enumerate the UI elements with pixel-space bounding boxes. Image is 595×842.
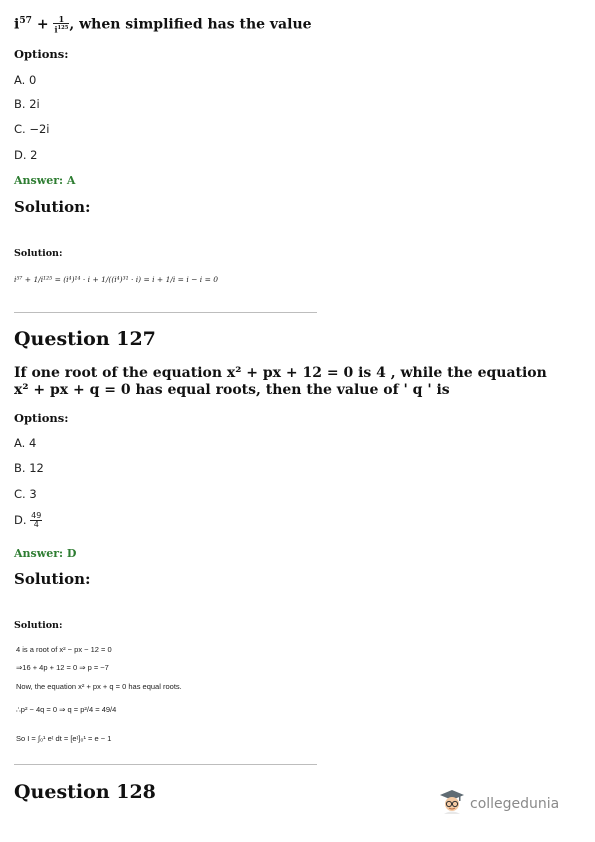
q126-frac-den-base: i [54, 24, 58, 35]
q127-solution-line-1: 4 is a root of x² − px − 12 = 0 [16, 645, 112, 654]
divider-1 [14, 312, 317, 313]
q127-solution-line-3: Now, the equation x² + px + q = 0 has equal roots. [16, 682, 182, 691]
q126-option-c: C. −2i [14, 122, 50, 136]
q127-option-d [14, 512, 42, 529]
q126-stem [14, 12, 312, 34]
q126-stem-exp: 57 [19, 15, 32, 26]
q127-option-c: C. 3 [14, 487, 37, 501]
q128-title: Question 128 [14, 781, 156, 803]
logo-text: collegedunia [470, 796, 560, 812]
q127-option-a: A. 4 [14, 436, 37, 450]
q126-stem-base: i [14, 16, 20, 33]
q126-solution-heading: Solution: [14, 198, 91, 216]
q126-answer: Answer: A [14, 174, 76, 187]
q127-stem-line2: x² + px + q = 0 has equal roots, then the value of ' q ' is [14, 382, 450, 398]
q127-option-b: B. 12 [14, 461, 44, 475]
q126-stem-rest: , when simplified has the value [69, 16, 312, 33]
q127-solution-heading: Solution: [14, 570, 91, 588]
q127-stem-line1: If one root of the equation x² + px + 12 = 0 is 4 , while the equation [14, 365, 547, 381]
q126-option-a: A. 0 [14, 73, 37, 87]
q127-inner-solution-label: Solution: [14, 620, 63, 631]
q126-inner-solution-label: Solution: [14, 248, 63, 259]
q126-options-label: Options: [14, 47, 69, 61]
q127-option-d-prefix: D. [14, 513, 27, 527]
q127-solution-line-5: So I = ∫₀¹ eᵗ dt = [eᵗ]₀¹ = e − 1 [16, 734, 112, 743]
q126-stem-plus: + [31, 16, 54, 33]
q126-solution-math: i⁵⁷ + 1/i¹²⁵ = (i⁴)¹⁴ · i + 1/((i⁴)³¹ · i) = i + 1/i = i − i = 0 [14, 275, 219, 284]
collegedunia-logo [437, 788, 559, 820]
q127-title: Question 127 [14, 328, 156, 350]
q127-answer: Answer: D [14, 547, 77, 560]
q127-option-d-den: 4 [33, 520, 39, 529]
q126-fraction [53, 15, 69, 34]
q127-solution-line-2: ⇒16 + 4p + 12 = 0 ⇒ p = −7 [16, 663, 109, 672]
q127-option-d-num: 49 [31, 511, 42, 520]
q126-frac-den-exp: 125 [57, 25, 69, 32]
q126-frac-den [53, 24, 69, 34]
q127-options-label: Options: [14, 411, 69, 425]
q126-option-d: D. 2 [14, 148, 38, 162]
divider-2 [14, 764, 317, 765]
q126-option-b: B. 2i [14, 97, 40, 111]
graduate-mascot-icon [437, 788, 467, 820]
q127-solution-line-4: ∴p² − 4q = 0 ⇒ q = p²/4 = 49/4 [16, 705, 117, 714]
q127-option-d-fraction [30, 512, 42, 529]
q126-frac-num: 1 [53, 15, 69, 24]
